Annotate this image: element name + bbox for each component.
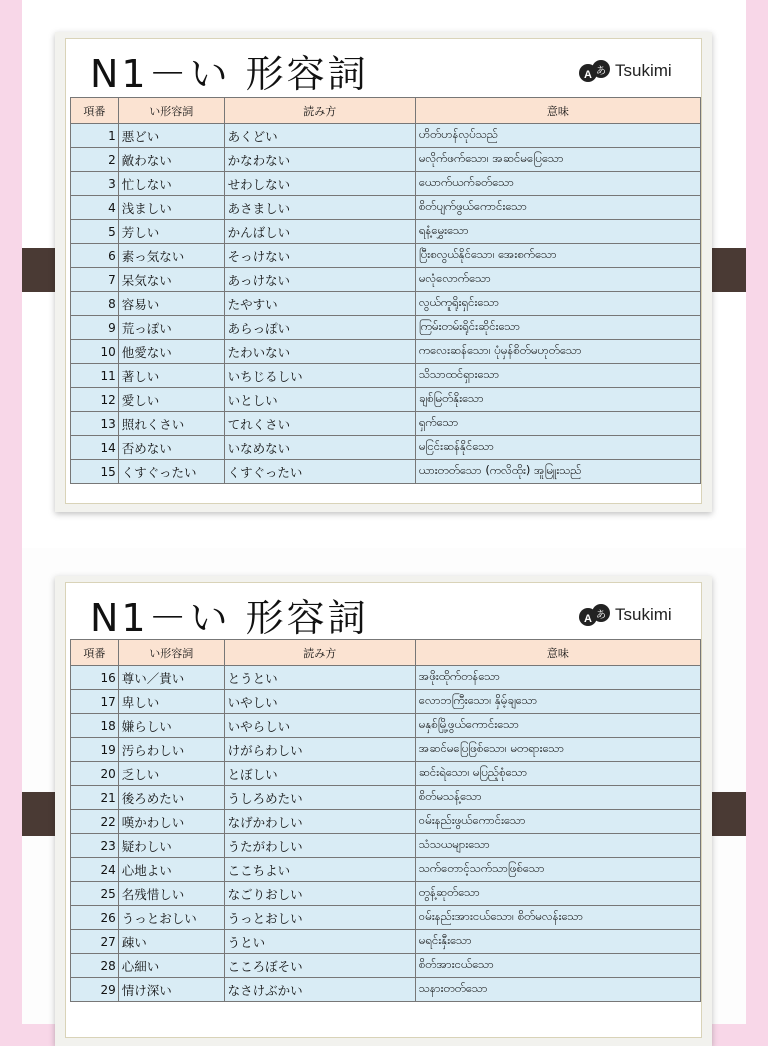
table-row [71,786,701,810]
table-row [71,244,701,268]
table-row [71,978,701,1002]
brand-name: Tsukimi [615,605,672,624]
row-reading: なごりおしい [224,882,415,906]
row-number: 28 [71,954,119,978]
row-number: 18 [71,714,119,738]
row-adjective: 愛しい [118,388,224,412]
table-row [71,858,701,882]
row-meaning: သနားတတ်သော [415,978,700,1002]
row-number: 13 [71,412,119,436]
table-row [71,316,701,340]
table-row [71,148,701,172]
row-number: 25 [71,882,119,906]
row-reading: てれくさい [224,412,415,436]
row-number: 3 [71,172,119,196]
svg-text:あ: あ [596,610,606,621]
row-adjective: くすぐったい [118,460,224,484]
row-reading: うたがわしい [224,834,415,858]
tsukimi-logo [577,603,687,629]
table-row [71,124,701,148]
table-row [71,666,701,690]
brand-name: Tsukimi [615,61,672,80]
row-reading: いちじるしい [224,364,415,388]
row-adjective: 否めない [118,436,224,460]
row-reading: たわいない [224,340,415,364]
row-meaning: ယောက်ယက်ခတ်သော [415,172,700,196]
binder-tab-right-bottom [712,792,746,836]
table-row [71,714,701,738]
row-reading: かなわない [224,148,415,172]
row-reading: あっけない [224,268,415,292]
binder-tab-left-top [22,248,56,292]
row-reading: けがらわしい [224,738,415,762]
table-row [71,906,701,930]
row-meaning: သက်တောင့်သက်သာဖြစ်သော [415,858,700,882]
row-adjective: 忙しない [118,172,224,196]
card-title: N1－い 形容詞 [90,596,369,640]
row-meaning: အဆင်မပြေဖြစ်သော၊ မတရားသော [415,738,700,762]
row-reading: たやすい [224,292,415,316]
row-meaning: မရင်းနှီးသော [415,930,700,954]
row-adjective: 照れくさい [118,412,224,436]
row-meaning: သံသယများသော [415,834,700,858]
vocab-table [70,639,701,1002]
row-reading: くすぐったい [224,460,415,484]
row-adjective: 情け深い [118,978,224,1002]
row-adjective: 嫌らしい [118,714,224,738]
row-number: 17 [71,690,119,714]
table-row [71,172,701,196]
table-row [71,810,701,834]
row-number: 7 [71,268,119,292]
row-number: 21 [71,786,119,810]
table-header-row [71,98,701,124]
row-reading: そっけない [224,244,415,268]
row-reading: あさましい [224,196,415,220]
row-adjective: 著しい [118,364,224,388]
row-meaning: ဟိတ်ဟန်လုပ်သည် [415,124,700,148]
row-number: 15 [71,460,119,484]
row-adjective: 疎い [118,930,224,954]
row-reading: いとしい [224,388,415,412]
header-number: 項番 [71,640,119,666]
row-adjective: 心地よい [118,858,224,882]
row-adjective: 卑しい [118,690,224,714]
row-meaning: ပြီးစလွယ်နိုင်သော၊ အေးစက်သော [415,244,700,268]
row-adjective: 疑わしい [118,834,224,858]
row-number: 6 [71,244,119,268]
row-reading: こころぼそい [224,954,415,978]
row-number: 10 [71,340,119,364]
row-number: 20 [71,762,119,786]
row-number: 27 [71,930,119,954]
table-row [71,834,701,858]
table-row [71,220,701,244]
row-number: 29 [71,978,119,1002]
row-adjective: 尊い／貴い [118,666,224,690]
table-row [71,954,701,978]
row-reading: いやしい [224,690,415,714]
row-adjective: 芳しい [118,220,224,244]
row-number: 8 [71,292,119,316]
row-reading: なげかわしい [224,810,415,834]
header-meaning: 意味 [415,98,700,124]
row-number: 5 [71,220,119,244]
speech-bubble-icon [577,59,615,85]
row-reading: かんばしい [224,220,415,244]
row-reading: とぼしい [224,762,415,786]
row-meaning: စိတ်အားငယ်သော [415,954,700,978]
header-meaning: 意味 [415,640,700,666]
table-row [71,690,701,714]
table-row [71,762,701,786]
vocab-card-frame [65,38,702,504]
table-row [71,882,701,906]
row-reading: せわしない [224,172,415,196]
row-meaning: ချစ်မြတ်နိုးသော [415,388,700,412]
row-reading: なさけぶかい [224,978,415,1002]
row-adjective: 嘆かわしい [118,810,224,834]
table-row [71,268,701,292]
tsukimi-logo [577,59,687,85]
row-number: 19 [71,738,119,762]
table-row [71,460,701,484]
row-adjective: 乏しい [118,762,224,786]
row-meaning: သိသာထင်ရှားသော [415,364,700,388]
table-row [71,738,701,762]
row-reading: ここちよい [224,858,415,882]
row-reading: あくどい [224,124,415,148]
binder-tab-left-bottom [22,792,56,836]
header-adjective: い形容詞 [118,640,224,666]
row-meaning: ရှက်သော [415,412,700,436]
row-meaning: ဝမ်းနည်းအားငယ်သော၊ စိတ်မလန်းသော [415,906,700,930]
row-number: 11 [71,364,119,388]
row-adjective: 汚らわしい [118,738,224,762]
row-number: 22 [71,810,119,834]
row-number: 9 [71,316,119,340]
svg-text:あ: あ [596,66,606,77]
row-meaning: ကလေးဆန်သော၊ ပုံမှန်စိတ်မဟုတ်သော [415,340,700,364]
row-adjective: 敵わない [118,148,224,172]
vocab-table [70,97,701,484]
table-row [71,930,701,954]
row-number: 26 [71,906,119,930]
row-number: 4 [71,196,119,220]
row-meaning: လောဘကြီးသော၊ နှိမ့်ချသော [415,690,700,714]
table-row [71,364,701,388]
row-meaning: စိတ်မသန့်သော [415,786,700,810]
row-meaning: ဆင်းရဲသော၊ မပြည့်စုံသော [415,762,700,786]
row-meaning: တွန့်ဆုတ်သော [415,882,700,906]
card-title: N1－い 形容詞 [90,52,369,96]
row-reading: とうとい [224,666,415,690]
header-reading: 読み方 [224,98,415,124]
row-meaning: ယားတတ်သော (ကလိထိုး) အူမြူးသည် [415,460,700,484]
binder-tab-right-top [712,248,746,292]
row-number: 23 [71,834,119,858]
row-reading: あらっぽい [224,316,415,340]
vocab-card-2 [55,576,712,1046]
row-number: 16 [71,666,119,690]
row-meaning: လွယ်ကူရိုးရှင်းသော [415,292,700,316]
table-header-row [71,640,701,666]
header-reading: 読み方 [224,640,415,666]
row-meaning: ဝမ်းနည်းဖွယ်ကောင်းသော [415,810,700,834]
speech-bubble-icon [577,603,615,629]
vocab-card-frame [65,582,702,1038]
header-adjective: い形容詞 [118,98,224,124]
table-row [71,388,701,412]
row-adjective: 浅ましい [118,196,224,220]
svg-text:A: A [584,69,592,81]
row-adjective: 素っ気ない [118,244,224,268]
table-row [71,412,701,436]
header-number: 項番 [71,98,119,124]
row-meaning: မလိုက်ဖက်သော၊ အဆင်မပြေသော [415,148,700,172]
row-number: 1 [71,124,119,148]
table-row [71,340,701,364]
row-reading: うっとおしい [224,906,415,930]
row-number: 24 [71,858,119,882]
row-meaning: မနှစ်မြို့ဖွယ်ကောင်းသော [415,714,700,738]
vocab-card-1 [55,32,712,512]
row-adjective: 名残惜しい [118,882,224,906]
row-adjective: うっとおしい [118,906,224,930]
row-meaning: စိတ်ပျက်ဖွယ်ကောင်းသော [415,196,700,220]
row-number: 12 [71,388,119,412]
row-reading: いなめない [224,436,415,460]
row-reading: いやらしい [224,714,415,738]
row-reading: うとい [224,930,415,954]
row-meaning: မလုံလောက်သော [415,268,700,292]
row-adjective: 心細い [118,954,224,978]
table-row [71,292,701,316]
row-meaning: အဖိုးထိုက်တန်သော [415,666,700,690]
row-number: 2 [71,148,119,172]
row-meaning: ကြမ်းတမ်းရိုင်းဆိုင်းသော [415,316,700,340]
table-row [71,196,701,220]
row-adjective: 容易い [118,292,224,316]
table-row [71,436,701,460]
row-meaning: ရနံ့မွှေးသော [415,220,700,244]
row-adjective: 他愛ない [118,340,224,364]
row-meaning: မငြင်းဆန်နိုင်သော [415,436,700,460]
row-number: 14 [71,436,119,460]
row-adjective: 荒っぽい [118,316,224,340]
row-adjective: 後ろめたい [118,786,224,810]
svg-text:A: A [584,613,592,625]
row-reading: うしろめたい [224,786,415,810]
row-adjective: 呆気ない [118,268,224,292]
row-adjective: 悪どい [118,124,224,148]
